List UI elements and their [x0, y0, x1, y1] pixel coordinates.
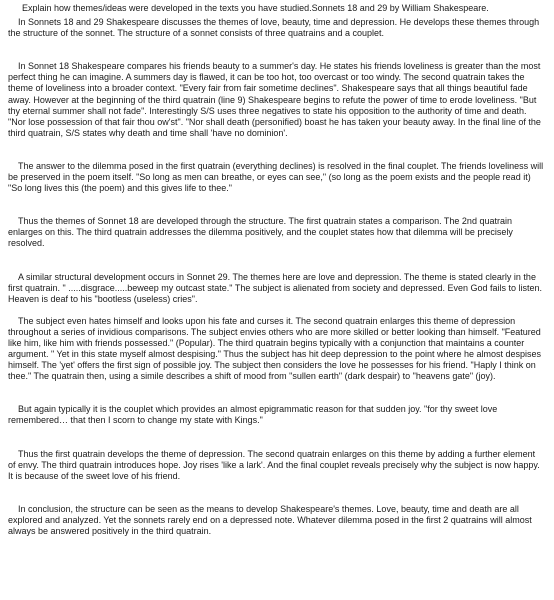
paragraph-sonnet29-intro: A similar structural development occurs in Sonnet 29. The themes here are love and depression. The theme is stated clearly in the first quatrain. " .....disgrace.....beweep my outcast state." The subject is alienated from society and depressed. Even God fails to listen. Heaven is deaf to his "bootless (useless) cries". — [8, 271, 542, 304]
paragraph-spacer — [8, 250, 545, 272]
paragraph-spacer — [8, 382, 545, 404]
paragraph-spacer — [8, 39, 545, 61]
paragraph-spacer — [8, 427, 545, 449]
paragraph-sonnet18-summary: Thus the themes of Sonnet 18 are developed through the structure. The first quatrain states a comparison. The 2nd quatrain enlarges on this. The third quatrain addresses the dilemma positively, and the couplet states how that dilemma will be precisely resolved. — [8, 216, 513, 249]
paragraph-spacer — [8, 139, 545, 161]
paragraph-conclusion: In conclusion, the structure can be seen as the means to develop Shakespeare's themes. Love, beauty, time and death are all explored and analyzed. Yet the sonnets rarely end on a depressed note. Whatever dilemma posed in the first 2 quatrains will almost always be answered positively in the third quatrain. — [8, 503, 532, 536]
paragraph-sonnet18-couplet: The answer to the dilemma posed in the first quatrain (everything declines) is resolved in the final couplet. The friends loveliness will be preserved in the poem itself. "So long as men can breathe, or eyes can see," (so long as the poem exists and the people read it) "So long lives this (the poem) and this gives life to thee." — [8, 160, 544, 194]
paragraph-spacer — [8, 194, 545, 216]
paragraph-spacer — [8, 482, 545, 504]
paragraph-sonnet29-summary: Thus the first quatrain develops the theme of depression. The second quatrain enlarges on this theme by adding a further element of envy. The third quatrain introduces hope. Joy rises 'like a lark'. And the final couplet reveals precisely why the subject is now happy. It is because of the sweet love of his friend. — [8, 448, 540, 481]
paragraph-spacer — [8, 305, 545, 316]
paragraph-sonnet29-couplet: But again typically it is the couplet which provides an almost epigrammatic reason for that sudden joy. "for thy sweet love remembered… that then I scorn to change my state with Kings." — [8, 404, 498, 426]
paragraph-sonnet29-quatrains: The subject even hates himself and looks upon his fate and curses it. The second quatrain enlarges this theme of depression throughout a series of invidious comparisons. The subject envies others who are more skilled or better looking than himself. "Featured like him, like him with friends possessed." (Popular). The third quatrain begins typically with a conjunction that maintains a counter argument. " Yet in this state myself almost despising." Thus the subject has hit deep depression to the point where he almost despises himself. The 'yet' offers the first sign of possible joy. The subject then considers the love he possesses for his friend. "Haply I think on thee." The quatrain then, using a simile describes a shift of mood from "sullen earth" (dark despair) to "heavens gate" (joy). — [8, 315, 542, 382]
essay-heading: Explain how themes/ideas were developed in the texts you have studied.Sonnets 18 and 29 by William Shakespeare. — [22, 3, 489, 13]
paragraph-intro: In Sonnets 18 and 29 Shakespeare discusses the themes of love, beauty, time and depression. He develops these themes through the structure of the sonnet. The structure of a sonnet consists of three quatrains and a couplet. — [8, 17, 540, 39]
paragraph-sonnet18-comparison: In Sonnet 18 Shakespeare compares his friends beauty to a summer's day. He states his friends loveliness is greater than the most perfect thing he can imagine. A summers day is flawed, it can be too hot, too overcast or too windy. The second quatrain takes the theme of loveliness into a broader context. "Every fair from fair sometime declines". Shakespeare says that all things beautiful fade away. However at the beginning of the third quatrain (line 9) Shakespeare begins to refute the power of time to erode loveliness. "But thy eternal summer shall not fade". Interestingly S/S uses three negatives to state his opposition to the authority of time and death. "Nor lose possession of that fair thou ow'st". "Nor shall death (personified) boast he has taken your beauty away. In the final line of the third quatrain, S/S states why death and time shall 'have no dominion'. — [8, 61, 541, 138]
